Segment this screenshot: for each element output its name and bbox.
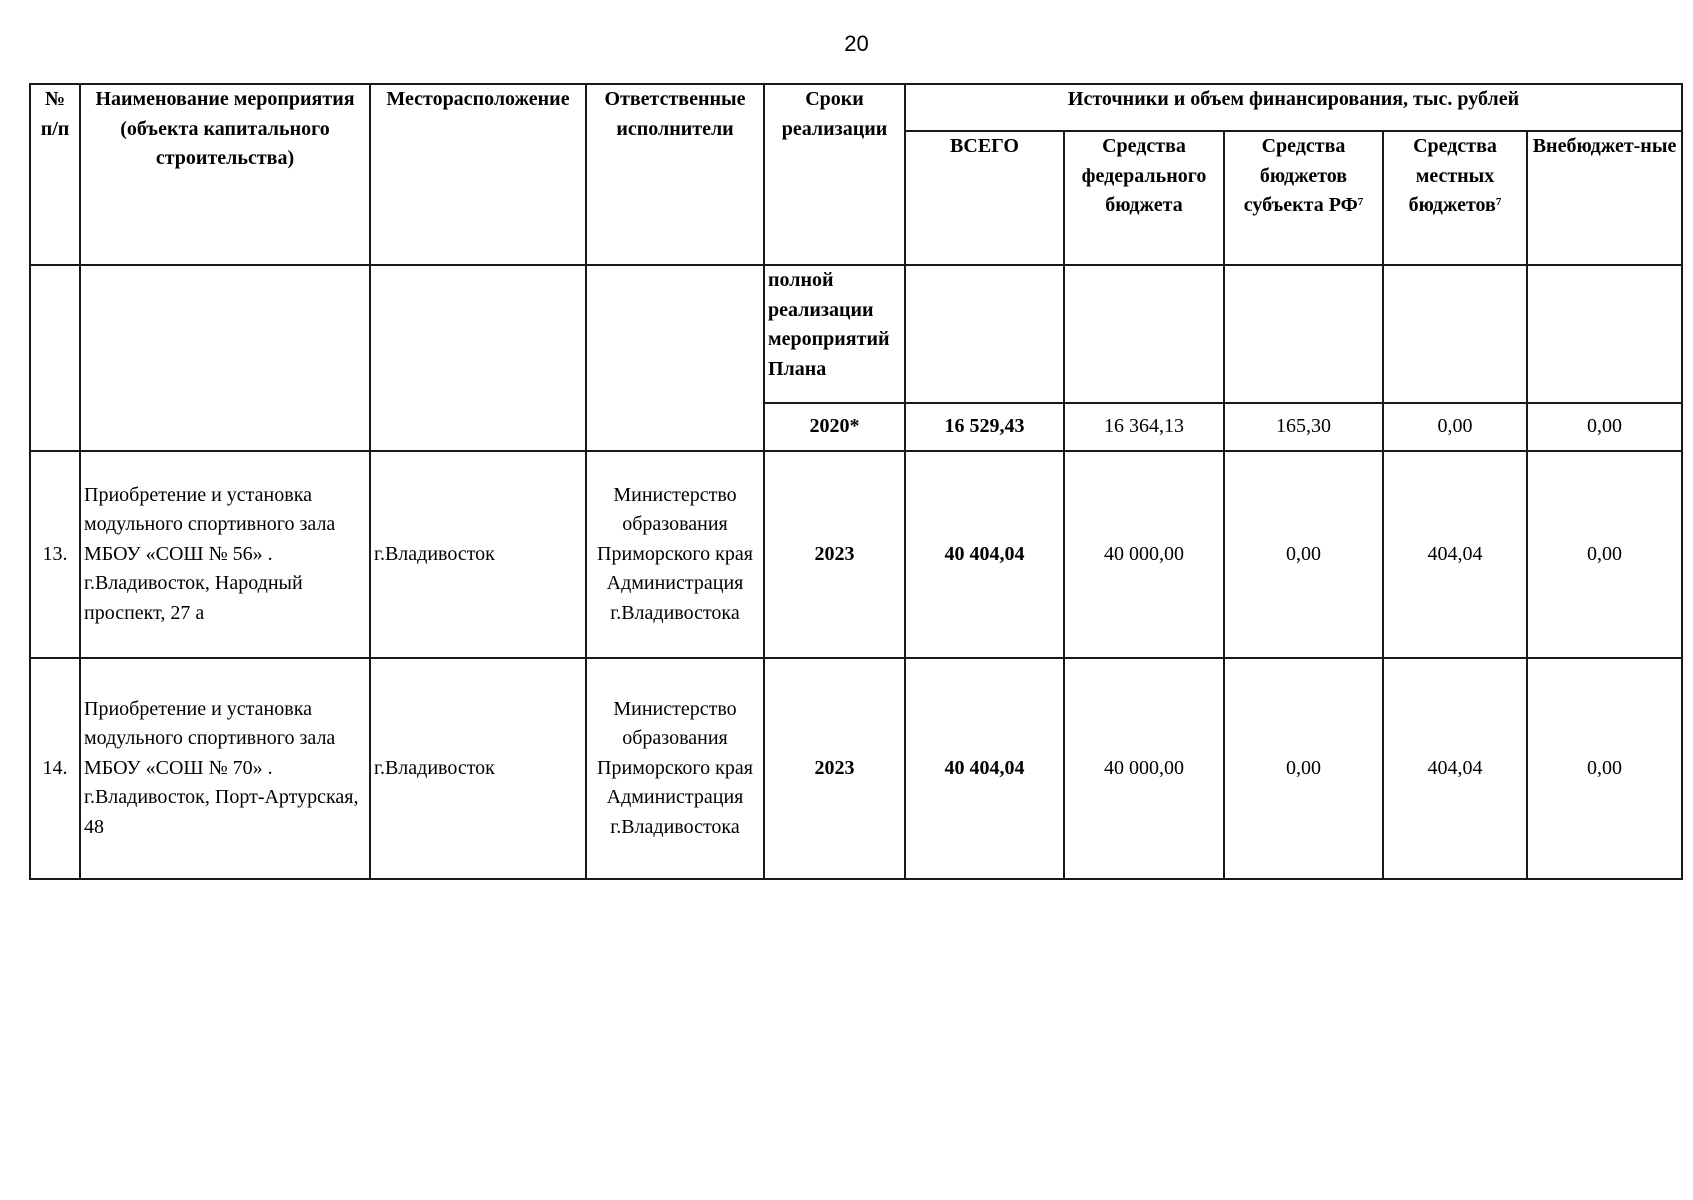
footnote-marker: 7 — [1357, 196, 1364, 208]
cell-empty — [586, 265, 764, 451]
cell-location: г.Владивосток — [370, 451, 586, 658]
header-regional-text: Средства бюджетов субъекта РФ — [1243, 135, 1358, 216]
cell-responsible: Министерство образования Приморского края Администрация г.Владивостока — [586, 451, 764, 658]
cell-total: 40 404,04 — [905, 658, 1064, 879]
header-funding-group: Источники и объем финансирования, тыс. рублей — [905, 84, 1682, 131]
cell-total: 40 404,04 — [905, 451, 1064, 658]
table-row — [30, 451, 1682, 658]
cell-empty — [1064, 265, 1224, 403]
cell-extra: 0,00 — [1527, 451, 1682, 658]
header-local-text: Средства местных бюджетов — [1408, 135, 1497, 216]
cell-no: 14. — [30, 658, 80, 879]
header-extra: Внебюджет-ные — [1527, 131, 1682, 265]
cell-federal: 40 000,00 — [1064, 658, 1224, 879]
cell-extra: 0,00 — [1527, 403, 1682, 451]
header-responsible: Ответственные исполнители — [586, 84, 764, 265]
cell-year: 2023 — [764, 658, 905, 879]
header-regional — [1224, 131, 1383, 265]
cell-location: г.Владивосток — [370, 658, 586, 879]
cell-regional: 165,30 — [1224, 403, 1383, 451]
cell-local: 0,00 — [1383, 403, 1527, 451]
cell-empty — [370, 265, 586, 451]
cell-empty — [1383, 265, 1527, 403]
cell-federal: 40 000,00 — [1064, 451, 1224, 658]
header-federal: Средства федерального бюджета — [1064, 131, 1224, 265]
cell-empty — [80, 265, 370, 451]
cell-extra: 0,00 — [1527, 658, 1682, 879]
cell-empty — [1224, 265, 1383, 403]
cell-name: Приобретение и установка модульного спортивного зала МБОУ «СОШ № 70» . г.Владивосток, Порт-Артурская, 48 — [80, 658, 370, 879]
cell-federal: 16 364,13 — [1064, 403, 1224, 451]
header-local — [1383, 131, 1527, 265]
financing-table — [29, 83, 1683, 880]
cell-regional: 0,00 — [1224, 451, 1383, 658]
header-no: № п/п — [30, 84, 80, 265]
table-row — [30, 658, 1682, 879]
table-row-continued — [30, 265, 1682, 403]
cell-local: 404,04 — [1383, 658, 1527, 879]
header-location: Месторасположение — [370, 84, 586, 265]
header-term: Сроки реализации — [764, 84, 905, 265]
cell-empty — [30, 265, 80, 451]
page-number: 20 — [844, 31, 869, 56]
header-name: Наименование мероприятия (объекта капитального строительства) — [80, 84, 370, 265]
cell-local: 404,04 — [1383, 451, 1527, 658]
cell-responsible: Министерство образования Приморского края Администрация г.Владивостока — [586, 658, 764, 879]
cell-no: 13. — [30, 451, 80, 658]
cell-year: 2023 — [764, 451, 905, 658]
header-row — [30, 84, 1682, 131]
cell-year: 2020* — [764, 403, 905, 451]
cell-empty — [905, 265, 1064, 403]
cell-total: 16 529,43 — [905, 403, 1064, 451]
cell-term-text: полной реализации мероприятий Плана — [764, 265, 905, 403]
cell-regional: 0,00 — [1224, 658, 1383, 879]
header-total: ВСЕГО — [905, 131, 1064, 265]
cell-empty — [1527, 265, 1682, 403]
footnote-marker: 7 — [1495, 196, 1502, 208]
cell-name: Приобретение и установка модульного спортивного зала МБОУ «СОШ № 56» . г.Владивосток, Народный проспект, 27 а — [80, 451, 370, 658]
